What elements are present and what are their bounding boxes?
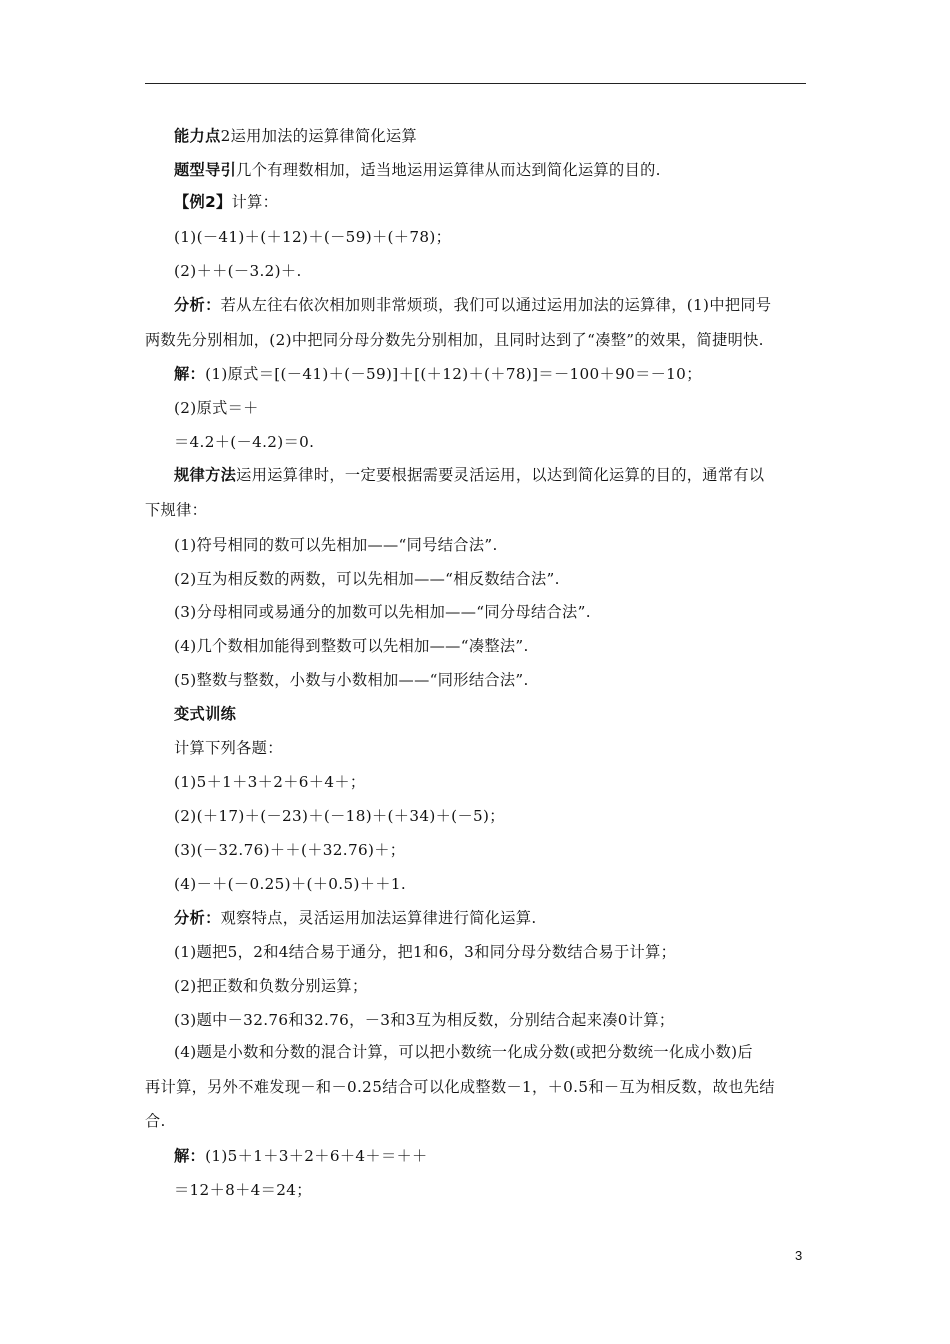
analysis2-point-4-line3: 合. [145, 1112, 166, 1130]
analysis2-point-3: (3)题中－32.76和32.76，－3和3互为相反数，分别结合起来凑0计算； [174, 1011, 675, 1029]
section-heading [174, 126, 417, 146]
analysis1-line2: 两数先分别相加，(2)中把同分母分数先分别相加，且同时达到了“凑整”的效果，简捷明快. [145, 331, 764, 349]
method-line2: 下规律： [145, 501, 208, 519]
analysis1-text-1: 若从左往右依次相加则非常烦琐，我们可以通过运用加法的运算律，(1)中把同号 [220, 296, 772, 314]
example-heading [174, 192, 278, 212]
guide-paragraph [174, 160, 661, 180]
solution1-text-1: (1)原式＝[(－41)＋(－59)]＋[(＋12)＋(＋78)]＝－100＋90＝－10； [205, 365, 702, 383]
section-title-bold: 能力点 [174, 127, 221, 145]
practice-item-2: (2)(＋17)＋(－23)＋(－18)＋(＋34)＋(－5)； [174, 807, 505, 825]
practice-item-4: (4)－＋(－0.25)＋(＋0.5)＋＋1. [174, 875, 407, 893]
method-rule-1: (1)符号相同的数可以先相加——“同号结合法”. [174, 536, 498, 554]
page-number: 3 [795, 1248, 803, 1263]
solution2-line2: ＝12＋8＋4＝24； [174, 1181, 312, 1199]
solution1-line1 [174, 364, 702, 384]
method-label: 规律方法 [174, 466, 237, 484]
example-label: 【例2】 [174, 193, 232, 211]
method-text-1: 运用运算律时，一定要根据需要灵活运用，以达到简化运算的目的，通常有以 [236, 466, 765, 484]
method-rule-2: (2)互为相反数的两数，可以先相加——“相反数结合法”. [174, 570, 560, 588]
solution1-label: 解： [174, 365, 206, 383]
guide-text: 几个有理数相加，适当地运用运算律从而达到简化运算的目的. [236, 161, 661, 179]
analysis2-label: 分析： [174, 909, 221, 927]
example-item-1: (1)(－41)＋(＋12)＋(－59)＋(＋78)； [174, 228, 452, 246]
analysis2-point-2: (2)把正数和负数分别运算； [174, 977, 368, 995]
header-rule [145, 83, 806, 84]
solution1-line2: (2)原式＝＋ [174, 399, 259, 417]
example-item-2: (2)＋＋(－3.2)＋. [174, 262, 302, 280]
method-line1 [174, 465, 764, 485]
practice-intro: 计算下列各题： [174, 739, 283, 757]
solution2-text-1: (1)5＋1＋3＋2＋6＋4＋＝＋＋ [205, 1147, 428, 1165]
section-title-rest: 2运用加法的运算律简化运算 [220, 127, 418, 145]
solution2-label: 解： [174, 1147, 206, 1165]
method-rule-3: (3)分母相同或易通分的加数可以先相加——“同分母结合法”. [174, 603, 591, 621]
solution2-line1 [174, 1146, 428, 1166]
analysis1-line1 [174, 295, 771, 315]
practice-item-3: (3)(－32.76)＋＋(＋32.76)＋； [174, 841, 406, 859]
analysis2-line [174, 908, 537, 928]
method-rule-4: (4)几个数相加能得到整数可以先相加——“凑整法”. [174, 637, 529, 655]
practice-item-1: (1)5＋1＋3＋2＋6＋4＋； [174, 773, 366, 791]
analysis2-point-1: (1)题把5，2和4结合易于通分，把1和6，3和同分母分数结合易于计算； [174, 943, 677, 961]
method-rule-5: (5)整数与整数，小数与小数相加——“同形结合法”. [174, 671, 529, 689]
analysis2-text: 观察特点，灵活运用加法运算律进行简化运算. [220, 909, 537, 927]
analysis1-label: 分析： [174, 296, 221, 314]
solution1-line3: ＝4.2＋(－4.2)＝0. [174, 433, 315, 451]
example-text: 计算： [231, 193, 279, 211]
practice-title: 变式训练 [174, 705, 237, 723]
analysis2-point-4-line1: (4)题是小数和分数的混合计算，可以把小数统一化成分数(或把分数统一化成小数)后 [174, 1043, 753, 1061]
guide-label: 题型导引 [174, 161, 237, 179]
analysis2-point-4-line2: 再计算，另外不难发现－和－0.25结合可以化成整数－1，＋0.5和－互为相反数，故也先结 [145, 1078, 775, 1096]
